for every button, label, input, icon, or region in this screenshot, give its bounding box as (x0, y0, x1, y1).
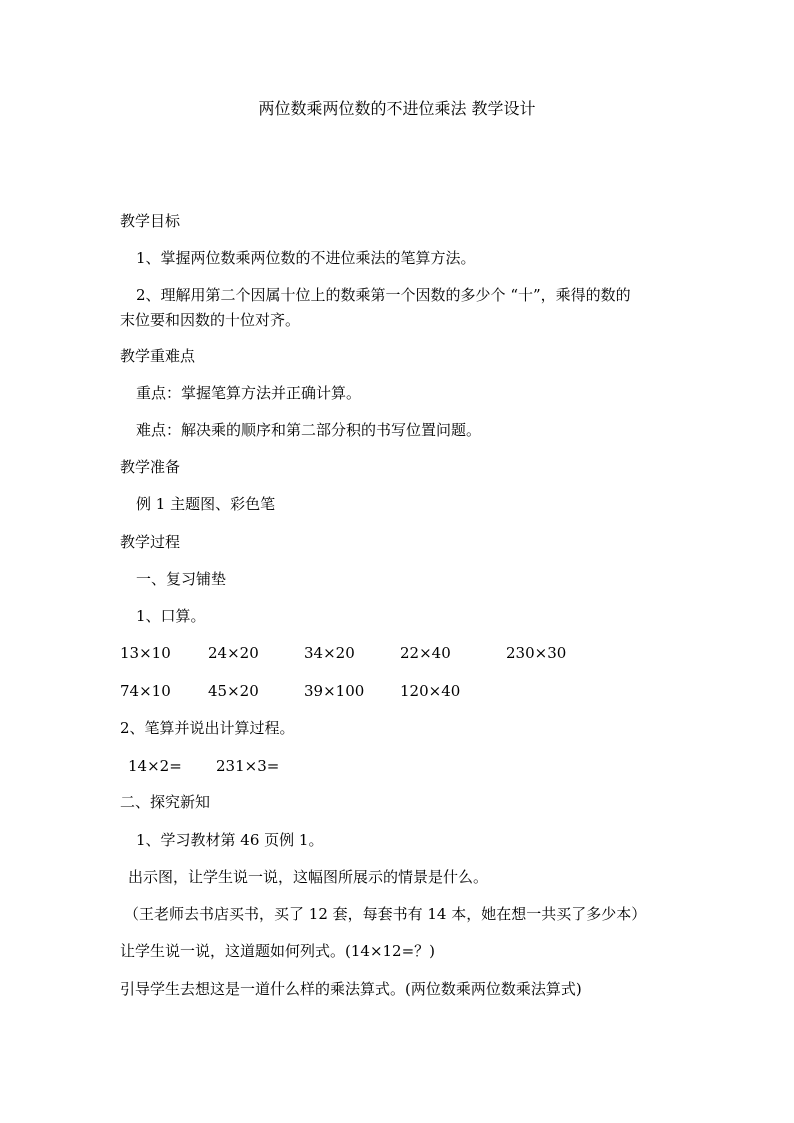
oral-problem: 39×100 (304, 682, 365, 700)
goal-item-1: 1、掌握两位数乘两位数的不进位乘法的笔算方法。 (136, 249, 476, 267)
oral-problem: 230×30 (506, 644, 567, 662)
review-heading: 一、复习铺垫 (136, 570, 227, 588)
show-picture-text: 出示图，让学生说一说，这幅图所展示的情景是什么。 (128, 868, 489, 886)
oral-problem: 13×10 (120, 644, 171, 662)
goals-heading: 教学目标 (120, 212, 181, 230)
prep-heading: 教学准备 (120, 458, 181, 476)
oral-problem: 45×20 (208, 682, 259, 700)
document-title: 两位数乘两位数的不进位乘法 教学设计 (258, 99, 536, 118)
scenario-text: （王老师去书店买书，买了 12 套，每套书有 14 本，她在想一共买了多少本） (124, 905, 647, 923)
written-heading: 2、笔算并说出计算过程。 (120, 719, 295, 737)
guide-text: 引导学生去想这是一道什么样的乘法算式。(两位数乘两位数乘法算式) (120, 980, 582, 998)
formula-text: 让学生说一说，这道题如何列式。(14×12=？) (120, 942, 436, 960)
written-problem: 231×3= (216, 757, 280, 775)
oral-problem: 24×20 (208, 644, 259, 662)
study-item: 1、学习教材第 46 页例 1。 (136, 831, 324, 849)
difficult-point: 难点：解决乘的顺序和第二部分积的书写位置问题。 (136, 421, 482, 439)
goal-item-2-line-1: 2、理解用第二个因属十位上的数乘第一个因数的多少个 “十”，乘得的数的 (136, 286, 631, 304)
oral-problem: 34×20 (304, 644, 355, 662)
process-heading: 教学过程 (120, 533, 181, 551)
explore-heading: 二、探究新知 (120, 793, 211, 811)
key-heading: 教学重难点 (120, 347, 196, 365)
oral-problem: 74×10 (120, 682, 171, 700)
oral-problem: 120×40 (400, 682, 461, 700)
prep-items: 例 1 主题图、彩色笔 (136, 495, 276, 513)
key-point: 重点：掌握笔算方法并正确计算。 (136, 384, 362, 402)
written-problem: 14×2= (128, 757, 182, 775)
goal-item-2-line-2: 末位要和因数的十位对齐。 (120, 311, 301, 329)
oral-heading: 1、口算。 (136, 607, 206, 625)
oral-problem: 22×40 (400, 644, 451, 662)
